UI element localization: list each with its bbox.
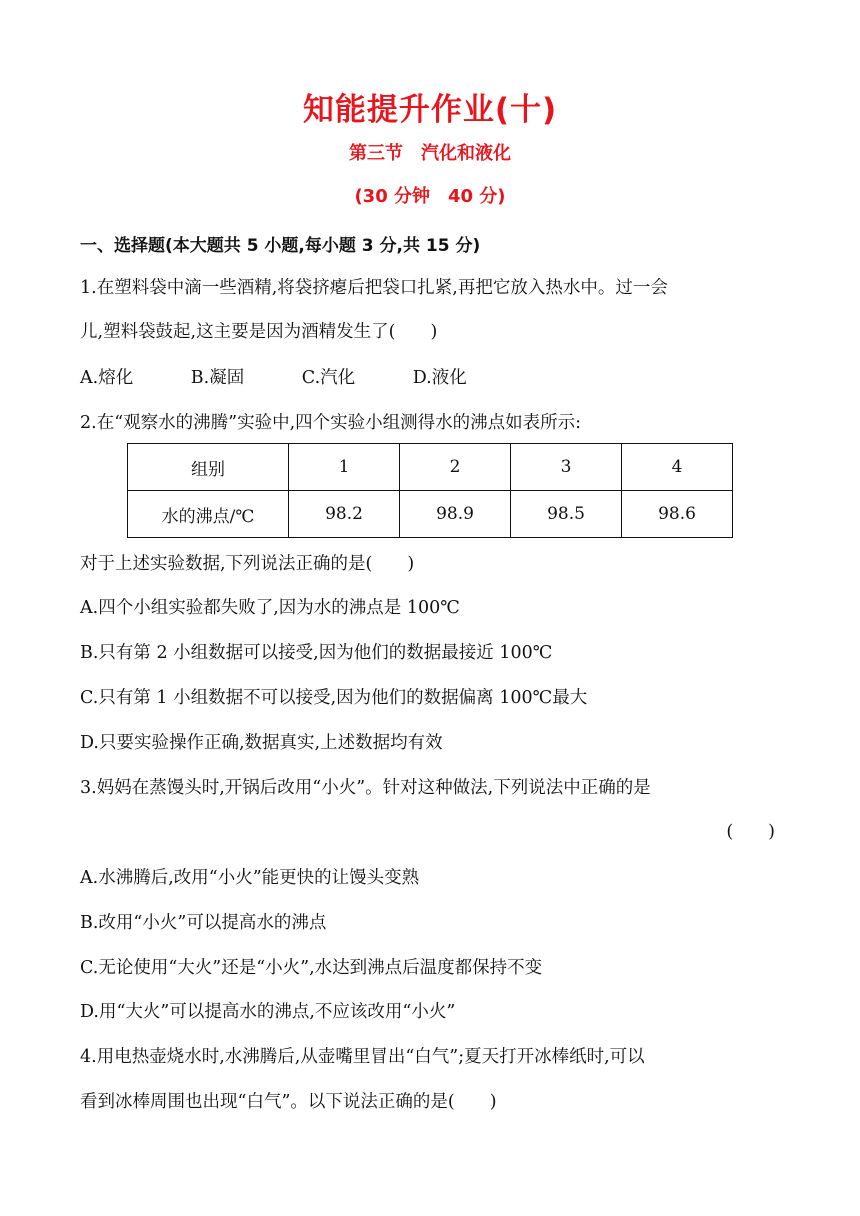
time-score-note: (30 分钟 40 分) [354,186,506,207]
q2-question: 对于上述实验数据,下列说法正确的是( ) [80,554,415,574]
q2-option-a: A.四个小组实验都失败了,因为水的沸点是 100℃ [80,598,460,618]
q2-stem: 2.在“观察水的沸腾”实验中,四个实验小组测得水的沸点如表所示: [80,413,582,433]
table-cell: 98.5 [511,491,622,538]
page-title: 知能提升作业(十) [302,92,558,128]
q1-option-b: B.凝固 [190,368,245,388]
q2-option-b: B.只有第 2 小组数据可以接受,因为他们的数据最接近 100℃ [80,643,553,663]
table-cell: 3 [511,444,622,491]
q3-option-d: D.用“大火”可以提高水的沸点,不应该改用“小火” [80,1002,456,1022]
table-cell: 2 [400,444,511,491]
q1-stem-line1: 1.在塑料袋中滴一些酒精,将袋挤瘪后把袋口扎紧,再把它放入热水中。过一会 [80,278,668,298]
q4-stem-line2: 看到冰棒周围也出现“白气”。以下说法正确的是( ) [80,1092,497,1112]
table-row [128,444,733,491]
q3-option-a: A.水沸腾后,改用“小火”能更快的让馒头变熟 [80,868,420,888]
table-cell: 组别 [128,444,289,491]
q1-option-d: D.液化 [412,368,467,388]
boiling-point-table [127,443,733,538]
q2-option-c: C.只有第 1 小组数据不可以接受,因为他们的数据偏离 100℃最大 [80,688,588,708]
table-cell: 1 [289,444,400,491]
table-cell: 98.9 [400,491,511,538]
q2-option-d: D.只要实验操作正确,数据真实,上述数据均有效 [80,733,443,753]
q1-option-c: C.汽化 [301,368,356,388]
q1-option-a: A.熔化 [80,368,134,388]
table-cell: 水的沸点/℃ [128,491,289,538]
q1-stem-line2: 儿,塑料袋鼓起,这主要是因为酒精发生了( ) [80,322,438,342]
q1-options [80,364,780,389]
q3-stem: 3.妈妈在蒸馒头时,开锅后改用“小火”。针对这种做法,下列说法中正确的是 [80,778,651,798]
section-heading: 一、选择题(本大题共 5 小题,每小题 3 分,共 15 分) [80,236,481,256]
q3-option-b: B.改用“小火”可以提高水的沸点 [80,913,327,933]
q3-option-c: C.无论使用“大火”还是“小火”,水达到沸点后温度都保持不变 [80,958,543,978]
q3-answer-blank: ( ) [726,822,775,842]
q4-stem-line1: 4.用电热壶烧水时,水沸腾后,从壶嘴里冒出“白气”;夏天打开冰棒纸时,可以 [80,1047,645,1067]
table-cell: 98.6 [622,491,733,538]
table-cell: 4 [622,444,733,491]
section-subtitle: 第三节 汽化和液化 [349,143,511,164]
table-cell: 98.2 [289,491,400,538]
table-row [128,491,733,538]
